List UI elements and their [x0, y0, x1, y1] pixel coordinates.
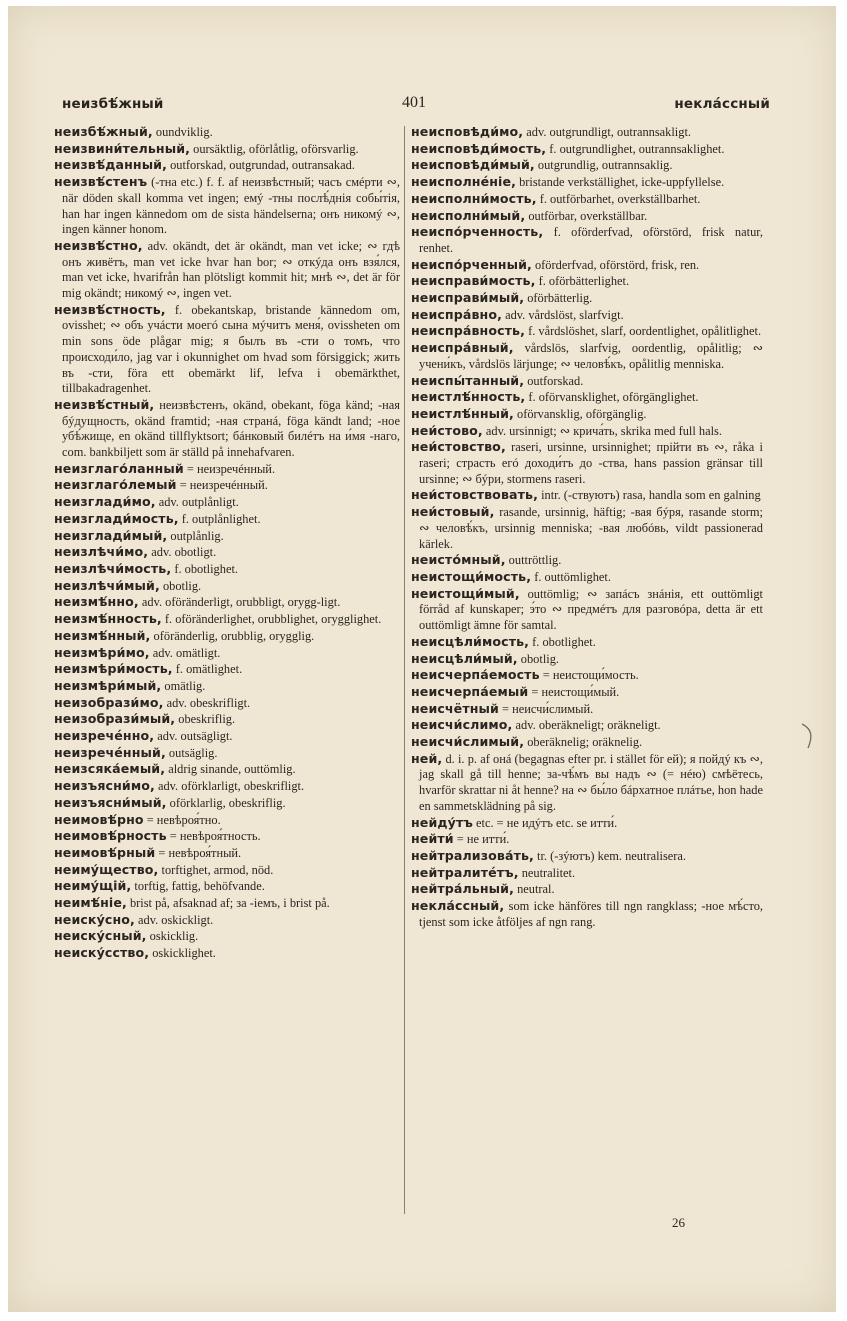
- entry-definition: adv. ursinnigt; ∾ крича́ть, skrika med full hals.: [482, 423, 722, 438]
- entry-headword: неисправи́мый,: [411, 290, 525, 306]
- entry-definition: oursäktlig, oförlåtlig, oförsvarlig.: [190, 141, 359, 156]
- dictionary-entry: [411, 174, 763, 191]
- entry-definition: = неистощи́мый.: [528, 684, 620, 699]
- entry-headword: неисповѣди́мый,: [411, 157, 535, 173]
- entry-definition: brist på, afsaknad af; за -іемъ, i brist på.: [126, 896, 330, 911]
- dictionary-entry: [54, 912, 400, 929]
- entry-definition: omätlig.: [161, 678, 206, 693]
- entry-headword: неизвѣ́стность,: [54, 301, 166, 317]
- entry-headword: неизсяка́емый,: [54, 761, 166, 777]
- entry-definition: f. obotlighet.: [529, 634, 596, 649]
- entry-definition: torftighet, armod, nöd.: [158, 862, 274, 877]
- entry-headword: неиму́щество,: [54, 861, 159, 877]
- entry-definition: outforskad.: [524, 373, 584, 388]
- dictionary-entry: [411, 423, 763, 440]
- entry-headword: неизглаго́лемый: [54, 477, 177, 493]
- signature-mark: 26: [672, 1215, 685, 1230]
- entry-definition: outtömlig; ∾ запáсъ знáнія, ett outtömligt förråd af kunskaper; э́то ∾ предмéтъ для разговóра, detta är ett outtömligt ämne för samtal.: [419, 586, 763, 633]
- entry-headword: неи́стовствовать,: [411, 487, 538, 503]
- dictionary-entry: [411, 651, 763, 668]
- entry-definition: f. outförbarhet, overkställbarhet.: [536, 191, 701, 206]
- dictionary-entry: [54, 778, 400, 795]
- entry-definition: outforskad, outgrundad, outransakad.: [167, 158, 355, 173]
- dictionary-entry: [54, 611, 400, 628]
- entry-headword: неизмѣ́нность,: [54, 611, 162, 627]
- entry-definition: outförbar, overkställbar.: [525, 208, 648, 223]
- entry-headword: неисполни́мость,: [411, 190, 537, 206]
- entry-headword: неизмѣри́мость,: [54, 661, 173, 677]
- entry-definition: outplånlig.: [167, 528, 224, 543]
- dictionary-entry: [411, 157, 763, 174]
- entry-headword: неизъясни́мый,: [54, 794, 167, 810]
- entry-headword: неизмѣ́нно,: [54, 594, 139, 610]
- dictionary-entry: [54, 661, 400, 678]
- column-divider: [404, 126, 405, 1214]
- entry-definition: = невѣроя́тно.: [143, 812, 221, 827]
- dictionary-entry: [54, 157, 400, 174]
- entry-headword: неисцѣли́мый,: [411, 650, 518, 666]
- dictionary-entry: [411, 569, 763, 586]
- entry-headword: неизречéнно,: [54, 728, 155, 744]
- entry-headword: неизвѣ́стно,: [54, 237, 143, 253]
- entry-definition: adv. okändt, det är okändt, man vet icke; ∾ гдѣ онъ живётъ, man vet icke hvar han bor; ∾ откýда онъ взя́лся, man vet icke, hvarifrån han plötsligt kommit hit; мнѣ ∾, det är för mig okändt; никомý ∾, ingen vet.: [62, 238, 400, 301]
- entry-headword: неи́стовство,: [411, 439, 506, 455]
- entry-definition: adv. oberäkneligt; oräkneligt.: [512, 718, 661, 733]
- entry-headword: неизмѣри́мо,: [54, 644, 150, 660]
- dictionary-entry: [411, 586, 763, 634]
- entry-definition: = невѣроя́тный.: [155, 845, 242, 860]
- entry-definition: adv. oföränderligt, orubbligt, orygg-ligt.: [138, 595, 341, 610]
- entry-definition: f. outtömlighet.: [531, 569, 611, 584]
- dictionary-entry: [411, 634, 763, 651]
- entry-definition: adv. oförklarligt, obeskrifligt.: [154, 779, 305, 794]
- entry-definition: outsäglig.: [165, 745, 218, 760]
- entry-headword: неизмѣ́нный,: [54, 627, 151, 643]
- entry-headword: неизбѣ́жный,: [54, 124, 153, 139]
- entry-headword: неисполнéніе,: [411, 174, 516, 190]
- dictionary-entry: [411, 831, 763, 848]
- entry-definition: oföränderlig, orubblig, orygglig.: [150, 628, 315, 643]
- entry-definition: neutral.: [513, 882, 555, 897]
- dictionary-entry: [411, 208, 763, 225]
- entry-headword: неизглади́мость,: [54, 510, 179, 526]
- entry-headword: неистощи́мость,: [411, 568, 532, 584]
- dictionary-entry: [54, 561, 400, 578]
- dictionary-entry: [54, 141, 400, 158]
- entry-definition: adv. obeskrifligt.: [163, 695, 251, 710]
- dictionary-entry: [411, 273, 763, 290]
- dictionary-entry: [411, 815, 763, 832]
- entry-headword: неизлѣчи́мость,: [54, 560, 172, 576]
- entry-definition: f. obotlighet.: [171, 561, 238, 576]
- entry-definition: torftig, fattig, behöfvande.: [131, 879, 265, 894]
- dictionary-entry: [411, 307, 763, 324]
- entry-definition: obeskriflig.: [175, 712, 236, 727]
- dictionary-entry: [411, 701, 763, 718]
- entry-headword: неисполни́мый,: [411, 207, 526, 223]
- entry-definition: d. i. p. af онá (begagnas efter pr. i stället för ей); я пойдý къ ∾, jag skall gå till henne; за-чѣ́мъ вы надъ ∾ (= нéю) смѣётесь, hvarför skrattar ni åt henne? на ∾ бы́ло бáрхатное плáтье, hon hade en sammetsklädning på sig.: [419, 751, 763, 813]
- entry-headword: неизглади́мо,: [54, 494, 156, 510]
- entry-headword: неиску́сство,: [54, 945, 150, 961]
- right-column: [411, 124, 763, 930]
- entry-definition: = неизречéнный.: [176, 478, 268, 493]
- dictionary-entry: [54, 928, 400, 945]
- entry-headword: неиспо́рченность,: [411, 224, 544, 240]
- dictionary-entry: [54, 544, 400, 561]
- dictionary-entry: [54, 174, 400, 238]
- entry-definition: adv. outplånligt.: [155, 495, 239, 510]
- dictionary-entry: [411, 290, 763, 307]
- entry-headword: неистощи́мый,: [411, 585, 520, 601]
- dictionary-entry: [54, 645, 400, 662]
- entry-headword: нейтрализова́ть,: [411, 847, 534, 863]
- pencil-mark-icon: [800, 722, 820, 752]
- entry-definition: som icke hänföres till ngn rangklass; -ное мѣ́сто, tjenst som icke åtföljes af ngn rang.: [419, 899, 763, 929]
- dictionary-entry: [411, 406, 763, 423]
- dictionary-entry: [54, 302, 400, 397]
- dictionary-entry: [54, 594, 400, 611]
- dictionary-entry: [54, 477, 400, 494]
- entry-definition: f. outgrundlighet, outrannsaklighet.: [546, 141, 725, 156]
- entry-definition: intr. (-ствуютъ) rasa, handla som en galning: [537, 488, 761, 503]
- dictionary-entry: [411, 751, 763, 815]
- entry-definition: adv. obotligt.: [148, 545, 217, 560]
- entry-headword: нейтра́льный,: [411, 881, 514, 897]
- entry-headword: некла́ссный,: [411, 898, 505, 914]
- entry-definition: неизвѣстенъ, okänd, obekant, föga känd; -ная бýдущность, okänd framtid; -ная странá, föga kändt land; -ное убѣ́жище, en okänd tillflyktsort; бáнковый билéтъ на и́мя -наго, com. bankbiljett som är ställd på innehafvaren.: [62, 397, 400, 460]
- entry-headword: неиску́сно,: [54, 911, 135, 927]
- entry-definition: = не итти́.: [453, 832, 510, 847]
- entry-headword: неиспы́танный,: [411, 372, 525, 388]
- running-head-left: неизбѣ́жный: [62, 96, 164, 112]
- dictionary-entry: [54, 528, 400, 545]
- entry-headword: неизлѣчи́мый,: [54, 577, 160, 593]
- entry-definition: f. oförbätterlighet.: [535, 274, 630, 289]
- entry-definition: oförvansklig, oförgänglig.: [513, 406, 647, 421]
- entry-headword: неизвини́тельный,: [54, 140, 191, 156]
- entry-definition: obotlig.: [159, 578, 202, 593]
- entry-definition: adv. oskickligt.: [134, 912, 214, 927]
- entry-headword: неизобрази́мо,: [54, 694, 164, 710]
- dictionary-entry: [411, 865, 763, 882]
- entry-headword: неисто́мный,: [411, 552, 506, 568]
- entry-headword: неисчи́слимо,: [411, 717, 513, 733]
- entry-definition: oskicklighet.: [149, 946, 216, 961]
- entry-headword: неисчи́слимый,: [411, 734, 525, 750]
- entry-headword: неисчерпа́емость: [411, 667, 540, 683]
- entry-definition: bristande verkställighet, icke-uppfyllelse.: [516, 175, 725, 190]
- dictionary-entry: [411, 224, 763, 256]
- dictionary-entry: [411, 684, 763, 701]
- entry-headword: неиспра́вность,: [411, 323, 525, 339]
- entry-definition: aldrig sinande, outtömlig.: [165, 762, 296, 777]
- entry-headword: неистлѣ́нность,: [411, 389, 526, 405]
- entry-headword: неисчерпа́емый: [411, 683, 529, 699]
- entry-headword: неизлѣчи́мо,: [54, 544, 149, 560]
- entry-definition: etc. = не идýтъ etc. se итти́.: [472, 815, 618, 830]
- dictionary-entry: [411, 191, 763, 208]
- entry-definition: adv. outsägligt.: [154, 729, 233, 744]
- dictionary-entry: [54, 628, 400, 645]
- entry-headword: неи́стово,: [411, 422, 483, 438]
- dictionary-entry: [54, 238, 400, 302]
- entry-headword: неимовѣ́рно: [54, 811, 144, 827]
- entry-headword: неизвѣ́стенъ: [54, 174, 148, 190]
- entry-definition: oberäknelig; oräknelig.: [524, 735, 643, 750]
- dictionary-entry: [411, 848, 763, 865]
- entry-headword: неисправи́мость,: [411, 273, 536, 289]
- entry-definition: = неисчи́слимый.: [498, 701, 594, 716]
- running-head-right: некла́ссный: [674, 96, 770, 112]
- entry-headword: неи́стовый,: [411, 504, 495, 520]
- dictionary-entry: [411, 881, 763, 898]
- entry-definition: obotlig.: [517, 651, 559, 666]
- entry-definition: = неизречéнный.: [183, 461, 276, 476]
- dictionary-entry: [411, 124, 763, 141]
- dictionary-entry: [411, 667, 763, 684]
- dictionary-entry: [54, 578, 400, 595]
- entry-headword: неиспра́вный,: [411, 340, 514, 356]
- dictionary-entry: [411, 734, 763, 751]
- entry-definition: oundviklig.: [152, 125, 213, 139]
- dictionary-entry: [411, 504, 763, 552]
- entry-definition: tr. (-зýютъ) kem. neutralisera.: [533, 848, 686, 863]
- dictionary-entry: [54, 711, 400, 728]
- dictionary-entry: [54, 845, 400, 862]
- dictionary-entry: [54, 728, 400, 745]
- dictionary-entry: [54, 828, 400, 845]
- entry-headword: неиму́щій,: [54, 878, 132, 894]
- entry-headword: неизвѣ́данный,: [54, 157, 167, 173]
- entry-definition: = невѣроя́тность.: [166, 829, 261, 844]
- page-number: 401: [402, 94, 426, 111]
- dictionary-entry: [411, 340, 763, 372]
- dictionary-entry: [411, 898, 763, 930]
- entry-definition: oförklarlig, obeskriflig.: [166, 795, 286, 810]
- entry-headword: неисповѣди́мо,: [411, 124, 524, 139]
- entry-definition: outgrundlig, outrannsaklig.: [534, 158, 673, 173]
- entry-definition: f. obekantskap, bristande kännedom om, ovisshet; ∾ объ учáсти моегó сына мýчитъ меня́, ovissheten om min sons öde plågar mig; я былъ въ -сти о томъ, что происходи́ло, jag var i okunnighet om hvad som försiggick; жить въ -сти, föra ett obemärkt lif, lefva i obemärkthet, tillbakadragenhet.: [62, 302, 400, 396]
- dictionary-entry: [411, 552, 763, 569]
- entry-headword: неимѣ́ніе,: [54, 895, 127, 911]
- entry-definition: outtröttlig.: [505, 553, 562, 568]
- entry-headword: неимовѣ́рный: [54, 844, 156, 860]
- dictionary-entry: [54, 695, 400, 712]
- entry-definition: adv. vårdslöst, slarfvigt.: [501, 307, 624, 322]
- entry-headword: неимовѣ́рность: [54, 828, 167, 844]
- entry-headword: неизобрази́мый,: [54, 711, 176, 727]
- entry-headword: неисчётный: [411, 700, 499, 716]
- entry-definition: f. oförderfvad, oförstörd, frisk natur, renhet.: [419, 225, 763, 255]
- dictionary-entry: [54, 397, 400, 461]
- dictionary-entry: [411, 439, 763, 487]
- entry-definition: neutralitet.: [518, 865, 576, 880]
- entry-definition: rasande, ursinnig, häftig; -вая бýря, rasande storm; ∾ человѣ́къ, ursinnig menniska; -вая любóвь, vildt passionerad kärlek.: [419, 505, 763, 551]
- dictionary-entry: [54, 795, 400, 812]
- entry-headword: неистлѣ́нный,: [411, 405, 514, 421]
- entry-definition: f. oförvansklighet, oförgänglighet.: [525, 390, 699, 405]
- entry-headword: неизвѣ́стный,: [54, 396, 155, 412]
- dictionary-entry: [411, 487, 763, 504]
- entry-headword: неизглади́мый,: [54, 527, 168, 543]
- dictionary-entry: [411, 323, 763, 340]
- entry-definition: adv. outgrundligt, outrannsakligt.: [523, 125, 691, 139]
- entry-headword: ней,: [411, 750, 443, 766]
- entry-definition: (-тна etc.) f. f. af неизвѣстный; часъ смéрти ∾, när döden skall komma vet ingen; емý -тны послѣ́днія собы́тія, han har ingen kännedom om de sista händelserna; онъ никомý ∾, ingen känner honom.: [62, 175, 400, 237]
- entry-definition: f. omätlighet.: [172, 662, 243, 677]
- page-header: [62, 90, 770, 120]
- entry-definition: oskicklig.: [146, 929, 199, 944]
- entry-headword: неисповѣди́мость,: [411, 140, 547, 156]
- entry-headword: неизречéнный,: [54, 744, 166, 760]
- dictionary-entry: [54, 461, 400, 478]
- dictionary-entry: [54, 812, 400, 829]
- entry-headword: нейду́тъ: [411, 814, 473, 830]
- dictionary-entry: [54, 124, 400, 141]
- entry-definition: f. outplånlighet.: [178, 511, 261, 526]
- entry-headword: нейтралитéтъ,: [411, 864, 519, 880]
- dictionary-entry: [54, 761, 400, 778]
- entry-headword: нейти́: [411, 831, 454, 847]
- entry-definition: f. oföränderlighet, orubblighet, orygglighet.: [161, 612, 382, 627]
- dictionary-entry: [54, 678, 400, 695]
- entry-definition: adv. omätligt.: [149, 645, 221, 660]
- dictionary-entry: [411, 389, 763, 406]
- dictionary-entry: [54, 494, 400, 511]
- entry-definition: raseri, ursinne, ursinnighet; прійти въ ∾, råka i raseri; страсть егó доходи́тъ до -ства, hans passion gränsar till ursinne; ∾ бýри, stormens raseri.: [419, 440, 763, 486]
- entry-headword: неиску́сный,: [54, 928, 147, 944]
- dictionary-entry: [54, 895, 400, 912]
- left-column: [54, 124, 400, 962]
- dictionary-entry: [54, 511, 400, 528]
- entry-definition: oförbätterlig.: [524, 291, 593, 306]
- dictionary-entry: [411, 717, 763, 734]
- entry-headword: неиспо́рченный,: [411, 256, 532, 272]
- dictionary-entry: [54, 945, 400, 962]
- dictionary-entry: [54, 878, 400, 895]
- dictionary-entry: [411, 373, 763, 390]
- entry-definition: = неистощи́мость.: [539, 668, 639, 683]
- entry-headword: неизъясни́мо,: [54, 778, 155, 794]
- entry-headword: неисцѣли́мость,: [411, 633, 530, 649]
- dictionary-entry: [411, 257, 763, 274]
- dictionary-entry: [411, 141, 763, 158]
- entry-definition: vårdslös, slarfvig, oordentlig, opålitlig; ∾ учени́къ, vårdslös lärjunge; ∾ человѣ́къ, opålitlig menniska.: [419, 341, 763, 371]
- entry-headword: неиспра́вно,: [411, 306, 502, 322]
- entry-headword: неизглаго́ланный: [54, 460, 184, 476]
- entry-headword: неизмѣри́мый,: [54, 677, 162, 693]
- entry-definition: f. vårdslöshet, slarf, oordentlighet, opålitlighet.: [524, 324, 762, 339]
- entry-definition: oförderfvad, oförstörd, frisk, ren.: [531, 257, 700, 272]
- dictionary-entry: [54, 862, 400, 879]
- dictionary-entry: [54, 745, 400, 762]
